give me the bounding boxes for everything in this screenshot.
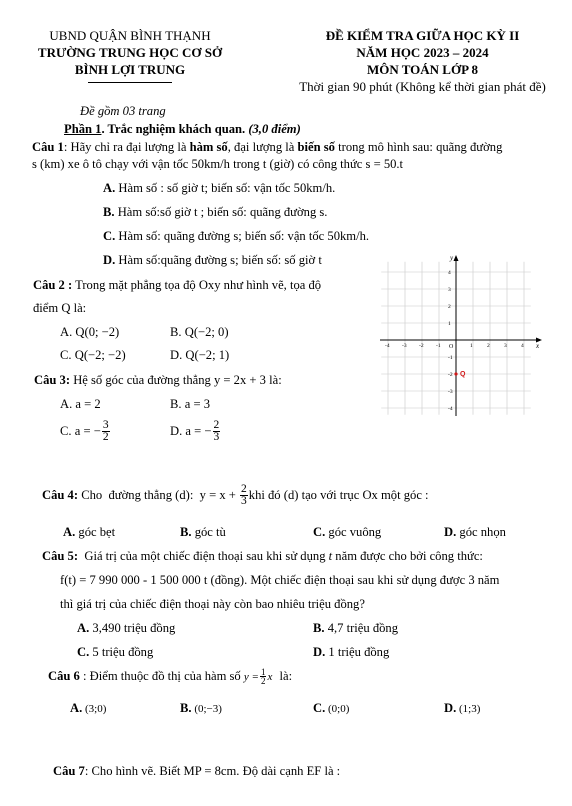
fraction xyxy=(240,484,248,507)
option-letter: C. xyxy=(60,424,72,438)
q1-option-b[interactable] xyxy=(103,204,327,221)
part1-points: (3,0 điểm) xyxy=(248,122,301,136)
option-letter: D. xyxy=(444,701,457,715)
question-5 xyxy=(42,548,483,565)
q6-option-a[interactable] xyxy=(70,700,106,718)
option-text: góc vuông xyxy=(325,525,382,539)
point-q xyxy=(454,372,457,375)
q6-option-b[interactable] xyxy=(180,700,222,718)
q3-option-d[interactable] xyxy=(170,420,221,443)
school-header xyxy=(20,27,240,78)
q6-option-d[interactable] xyxy=(444,700,480,718)
option-letter: B. xyxy=(170,397,182,411)
option-text: 4,7 triệu đồng xyxy=(324,621,399,635)
q5-line3: thì giá trị của chiếc điện thoại này còn bao nhiêu triệu đồng? xyxy=(60,597,365,611)
x-tick-label: -2 xyxy=(419,343,424,349)
fraction-denominator: 3 xyxy=(213,431,220,443)
school-line2: BÌNH LỢI TRUNG xyxy=(74,62,186,77)
question-2 xyxy=(33,277,321,294)
q4-option-c[interactable] xyxy=(313,524,381,541)
y-tick-label: -3 xyxy=(448,389,453,395)
option-letter: A. xyxy=(63,525,76,539)
x-tick-label: -1 xyxy=(436,343,441,349)
q5-text: năm được cho bởi công thức: xyxy=(332,549,483,563)
question-4 xyxy=(42,484,429,507)
q2-option-b[interactable] xyxy=(170,324,229,341)
school-year: NĂM HỌC 2023 – 2024 xyxy=(356,45,489,60)
option-text: góc bẹt xyxy=(75,525,116,539)
option-letter: C. xyxy=(60,348,72,362)
q1-text: trong mô hình sau: quãng đường xyxy=(334,140,503,154)
q3-text: Hệ số góc của đường thẳng y = 2x + 3 là: xyxy=(70,373,282,387)
x-axis-label: x xyxy=(536,342,540,350)
option-letter: A. xyxy=(60,325,73,339)
q1-line2: s (km) xe ô tô chạy với vận tốc 50km/h trong t (giờ) có công thức s = 50.t xyxy=(32,157,404,171)
y-tick-label: 4 xyxy=(448,270,451,276)
question-3 xyxy=(34,372,282,389)
origin-label: O xyxy=(449,344,454,350)
fraction-denominator: 3 xyxy=(241,495,247,507)
q2-line2: điểm Q là: xyxy=(33,301,87,315)
option-text: Q(0; −2) xyxy=(75,325,120,339)
y-axis-label: y xyxy=(450,254,454,262)
q5-option-a[interactable] xyxy=(77,620,175,637)
q6-function: y = xyxy=(243,670,259,683)
q3-label: Câu 3: xyxy=(34,373,71,387)
option-letter: A. xyxy=(70,701,83,715)
option-text: Hàm số : số giờ t; biến số: vận tốc 50km/h. xyxy=(115,181,336,195)
q7-label: Câu 7 xyxy=(53,764,85,778)
option-text: góc nhọn xyxy=(456,525,506,539)
option-text: 1 triệu đồng xyxy=(325,645,390,659)
part1-label: Phần 1 xyxy=(64,122,102,136)
q6-text: : Điểm thuộc đồ thị của hàm số xyxy=(79,669,244,683)
q5-label: Câu 5: xyxy=(42,549,79,563)
x-tick-label: -3 xyxy=(402,343,407,349)
option-text: góc tù xyxy=(191,525,226,539)
q1-option-c[interactable] xyxy=(103,228,369,245)
option-text: (1;3) xyxy=(456,703,481,715)
x-tick-label: 3 xyxy=(504,343,507,349)
district-name: UBND QUẬN BÌNH THẠNH xyxy=(49,28,211,43)
q4-text: khi đó (d) tạo với trục Ox một góc : xyxy=(248,488,429,502)
option-letter: C. xyxy=(313,525,326,539)
exam-title: ĐỀ KIỂM TRA GIỮA HỌC KỲ II xyxy=(325,28,520,43)
option-letter: C. xyxy=(77,645,90,659)
q2-label: Câu 2 : xyxy=(33,278,73,292)
y-tick-label: -4 xyxy=(448,406,453,412)
fraction xyxy=(213,420,221,443)
option-text: Q(−2; 1) xyxy=(185,348,230,362)
q3-option-b[interactable] xyxy=(170,396,210,413)
q2-option-d[interactable] xyxy=(170,347,229,364)
fraction-numerator: 2 xyxy=(241,483,247,495)
option-text: 3,490 triệu đồng xyxy=(89,621,176,635)
subject: MÔN TOÁN LỚP 8 xyxy=(366,62,479,77)
option-text: Q(−2; 0) xyxy=(184,325,229,339)
part1-title: . Trắc nghiệm khách quan. xyxy=(101,122,249,136)
x-tick-label: 2 xyxy=(487,343,490,349)
q2-option-c[interactable] xyxy=(60,347,126,364)
fraction-numerator: 3 xyxy=(102,419,109,431)
y-axis-arrow xyxy=(454,255,459,261)
option-text: Q(−2; −2) xyxy=(74,348,126,362)
y-tick-label: 2 xyxy=(448,304,451,310)
option-text: a = 3 xyxy=(184,397,211,411)
x-tick-labels xyxy=(385,343,524,349)
q4-option-d[interactable] xyxy=(444,524,506,541)
option-text: Hàm số: quãng đường s; biến số: vận tốc 50km/h. xyxy=(115,229,370,243)
fraction-denominator: 2 xyxy=(260,676,266,686)
x-tick-label: -4 xyxy=(385,343,390,349)
option-text: Hàm số:quãng đường s; biến số: số giờ t xyxy=(115,253,322,267)
q4-text: Cho đường thẳng (d): y = x + xyxy=(78,488,240,502)
option-letter: D. xyxy=(444,525,457,539)
y-tick-label: 3 xyxy=(448,287,451,293)
option-text: 5 triệu đồng xyxy=(89,645,154,659)
q5-option-d[interactable] xyxy=(313,644,389,661)
option-letter: A. xyxy=(77,621,90,635)
q5-option-c[interactable] xyxy=(77,644,153,661)
option-letter: B. xyxy=(313,621,325,635)
option-letter: C. xyxy=(313,701,326,715)
duration: Thời gian 90 phút (Không kể thời gian phát đề) xyxy=(299,79,546,94)
exam-header xyxy=(280,27,565,95)
q2-option-a[interactable] xyxy=(60,324,119,341)
option-letter: B. xyxy=(180,701,192,715)
option-text: a = − xyxy=(74,424,101,438)
option-letter: A. xyxy=(60,397,73,411)
question-6 xyxy=(48,668,292,685)
option-letter: B. xyxy=(170,325,182,339)
question-1 xyxy=(32,139,502,156)
x-tick-label: 1 xyxy=(470,343,473,349)
part1-heading xyxy=(64,122,301,137)
q6-option-c[interactable] xyxy=(313,700,349,718)
x-tick-label: 4 xyxy=(521,343,524,349)
q6-label: Câu 6 xyxy=(48,669,80,683)
q7-text: : Cho hình vẽ. Biết MP = 8cm. Độ dài cạnh EF là : xyxy=(84,764,341,778)
fraction-numerator: 2 xyxy=(213,419,220,431)
y-tick-label: -1 xyxy=(448,355,453,361)
option-letter: B. xyxy=(103,205,115,219)
option-text: a = 2 xyxy=(75,397,101,411)
q1-bold-bienso: biến số xyxy=(297,140,335,154)
q5-var-t: t xyxy=(328,549,333,563)
y-tick-label: 1 xyxy=(448,321,451,327)
option-letter: C. xyxy=(103,229,116,243)
q1-option-a[interactable] xyxy=(103,180,335,197)
pages-note: Đề gồm 03 trang xyxy=(80,104,166,118)
fraction xyxy=(102,420,110,443)
option-text: a = − xyxy=(185,424,212,438)
option-letter: D. xyxy=(170,424,183,438)
q5-option-b[interactable] xyxy=(313,620,398,637)
q1-text: , đại lượng là xyxy=(227,140,298,154)
y-tick-labels xyxy=(448,270,453,412)
option-letter: D. xyxy=(170,348,183,362)
q4-option-a[interactable] xyxy=(63,524,115,541)
q3-option-a[interactable] xyxy=(60,396,101,413)
q4-option-b[interactable] xyxy=(180,524,226,541)
question-7 xyxy=(53,763,340,780)
fraction-denominator: 2 xyxy=(102,431,109,443)
school-line1: TRƯỜNG TRUNG HỌC CƠ SỞ xyxy=(37,45,223,60)
q5-text: Giá trị của một chiếc điện thoại sau khi sử dụng xyxy=(78,549,329,563)
q6-text: là: xyxy=(276,669,293,683)
option-text: (0;−3) xyxy=(191,703,222,715)
q1-label: Câu 1 xyxy=(32,140,64,154)
y-tick-label: -2 xyxy=(448,372,453,378)
q2-text: Trong mặt phẳng tọa độ Oxy như hình vẽ, tọa độ xyxy=(72,278,322,292)
option-letter: D. xyxy=(103,253,116,267)
option-letter: B. xyxy=(180,525,192,539)
point-q-label: Q xyxy=(460,371,466,378)
q1-text: : Hãy chỉ ra đại lượng là xyxy=(63,140,190,154)
q1-bold-hamso: hàm số xyxy=(189,140,228,154)
coordinate-graph xyxy=(376,252,544,420)
option-text: (3;0) xyxy=(82,703,107,715)
q1-option-d[interactable] xyxy=(103,252,322,269)
header-divider xyxy=(88,82,172,83)
option-text: (0;0) xyxy=(325,703,350,715)
q5-line2: f(t) = 7 990 000 - 1 500 000 t (đồng). Một chiếc điện thoại sau khi sử dụng được 3 năm xyxy=(60,573,500,587)
fraction-numerator: 1 xyxy=(260,667,266,677)
fraction xyxy=(260,668,267,685)
option-letter: D. xyxy=(313,645,326,659)
q4-label: Câu 4: xyxy=(42,488,79,502)
q6-function-var: x xyxy=(267,670,273,683)
option-letter: A. xyxy=(103,181,116,195)
q3-option-c[interactable] xyxy=(60,420,111,443)
option-text: Hàm số:số giờ t ; biến số: quãng đường s. xyxy=(114,205,328,219)
